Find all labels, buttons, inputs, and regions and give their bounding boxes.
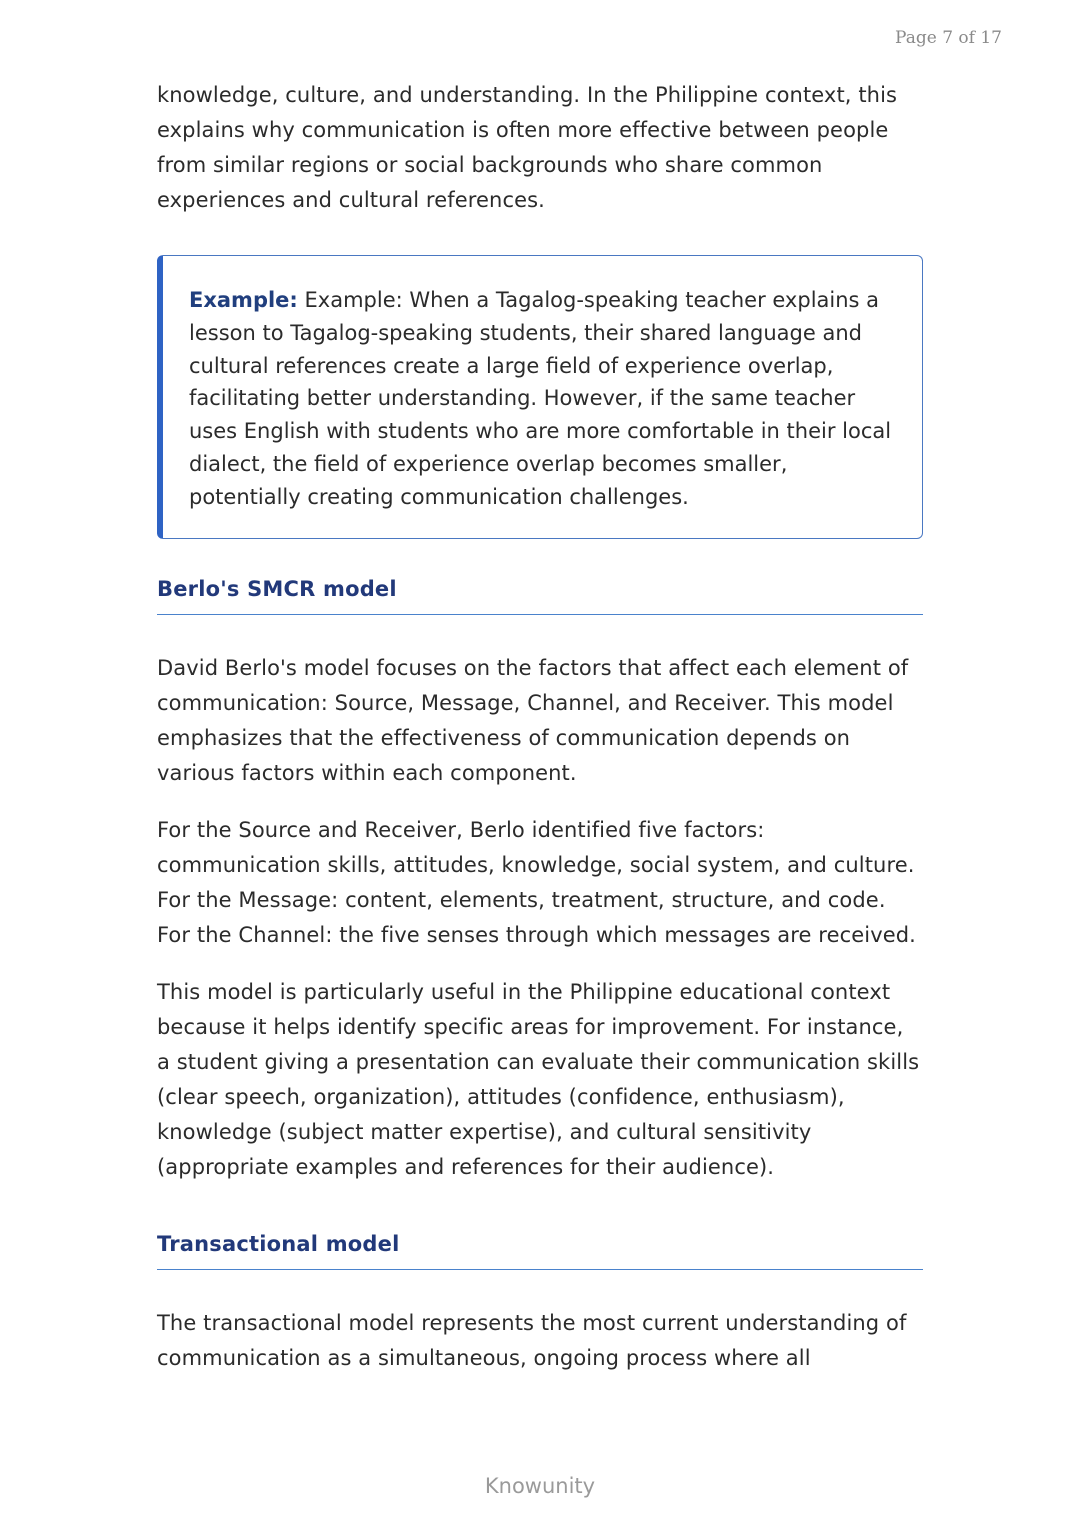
berlo-paragraph-1: David Berlo's model focuses on the factors that affect each element of communication: Source, Message, Channel, and Receiver. This model emphasizes that the effectiveness of communication depends on various factors within each component. bbox=[157, 655, 909, 785]
example-paragraph bbox=[189, 284, 896, 514]
page-number: Page 7 of 17 bbox=[895, 28, 1002, 48]
document-content bbox=[157, 78, 923, 1376]
example-label: Example: bbox=[189, 288, 298, 312]
berlo-paragraph-2: For the Source and Receiver, Berlo identified five factors: communication skills, attitudes, knowledge, social system, and culture. For the Message: content, elements, treatment, structure, and code. For the Channel: the five senses through which messages are received. bbox=[157, 817, 916, 947]
berlo-paragraph-3: This model is particularly useful in the Philippine educational context because it helps identify specific areas for improvement. For instance, a student giving a presentation can evaluate their communication skills (clear speech, organization), attitudes (confidence, enthusiasm), knowledge (subject matter expertise), and cultural sensitivity (appropriate examples and references for their audience). bbox=[157, 979, 920, 1179]
example-callout bbox=[157, 255, 923, 539]
section-heading-berlo: Berlo's SMCR model bbox=[157, 577, 923, 615]
transactional-paragraph-1: The transactional model represents the most current understanding of communication as a simultaneous, ongoing process where all bbox=[157, 1310, 907, 1370]
section-heading-transactional: Transactional model bbox=[157, 1232, 923, 1270]
intro-paragraph: knowledge, culture, and understanding. In the Philippine context, this explains why communication is often more effective between people from similar regions or social backgrounds who share common experiences and cultural references. bbox=[157, 83, 898, 212]
footer-brand: Knowunity bbox=[484, 1474, 596, 1498]
example-text: Example: When a Tagalog-speaking teacher explains a lesson to Tagalog-speaking students, their shared language and cultural references create a large field of experience overlap, facilitating better understanding. However, if the same teacher uses English with students who are more comfortable in their local dialect, the field of experience overlap becomes smaller, potentially creating communication challenges. bbox=[189, 288, 892, 509]
